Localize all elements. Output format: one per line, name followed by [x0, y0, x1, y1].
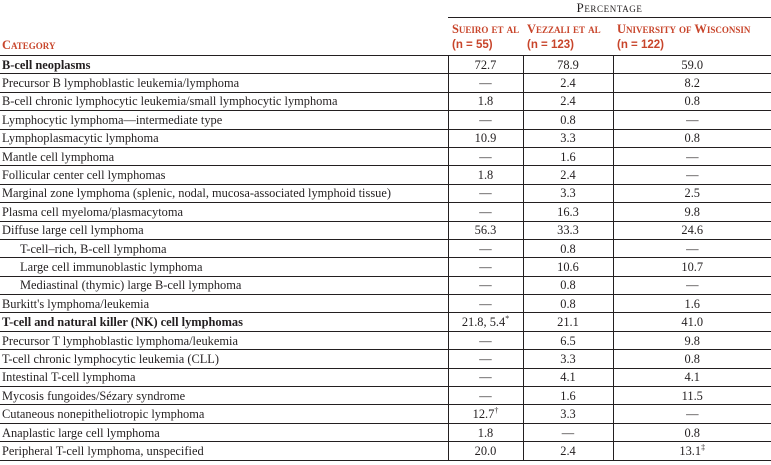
- vezzali-cell: 16.3: [523, 203, 613, 221]
- wisconsin-value: —: [686, 278, 699, 293]
- sueiro-cell: [448, 166, 523, 184]
- table-row: [0, 184, 771, 202]
- wisconsin-value: —: [686, 168, 699, 183]
- wisconsin-cell: [613, 221, 771, 239]
- vezzali-cell: 0.8: [523, 239, 613, 257]
- category-cell: B-cell chronic lymphocytic leukemia/small lymphocytic lymphoma: [0, 92, 448, 110]
- table-row: [0, 221, 771, 239]
- sueiro-value: —: [479, 388, 492, 403]
- wisconsin-cell: [613, 129, 771, 147]
- vezzali-cell: 2.4: [523, 92, 613, 110]
- header-spacer: [0, 0, 448, 18]
- wisconsin-value: —: [686, 407, 699, 422]
- vezzali-cell: 33.3: [523, 221, 613, 239]
- sueiro-footnote-mark: *: [505, 314, 510, 324]
- sueiro-cell: [448, 313, 523, 331]
- sueiro-cell: [448, 295, 523, 313]
- category-cell: Large cell immunoblastic lymphoma: [0, 258, 448, 276]
- category-cell: Cutaneous nonepitheliotropic lymphoma: [0, 405, 448, 423]
- wisconsin-value: 9.8: [684, 333, 700, 348]
- category-cell: Mediastinal (thymic) large B-cell lymphoma: [0, 276, 448, 294]
- category-header: Category: [0, 18, 448, 56]
- vezzali-cell: 0.8: [523, 295, 613, 313]
- vezzali-cell: 3.3: [523, 129, 613, 147]
- sueiro-value: 1.8: [477, 168, 494, 183]
- category-cell: B-cell neoplasms: [0, 56, 448, 74]
- vezzali-cell: 3.3: [523, 350, 613, 368]
- vezzali-cell: 1.6: [523, 387, 613, 405]
- wisconsin-value: 0.8: [684, 425, 700, 440]
- column-header-vezzali-name: Vezzali et al: [527, 22, 601, 36]
- wisconsin-footnote-mark: ‡: [701, 442, 706, 452]
- wisconsin-value: 1.6: [684, 296, 700, 311]
- wisconsin-value: 59.0: [681, 57, 704, 72]
- wisconsin-cell: [613, 423, 771, 441]
- table-row: [0, 129, 771, 147]
- sueiro-value: —: [479, 186, 492, 201]
- column-header-vezzali: [523, 18, 613, 56]
- wisconsin-cell: [613, 442, 771, 460]
- sueiro-value: —: [479, 351, 492, 366]
- percentage-header-cell: [448, 0, 771, 18]
- table-row: [0, 313, 771, 331]
- wisconsin-cell: [613, 92, 771, 110]
- sueiro-value: —: [479, 241, 492, 256]
- sueiro-cell: [448, 129, 523, 147]
- table-row: [0, 442, 771, 460]
- vezzali-cell: 78.9: [523, 56, 613, 74]
- sueiro-value: —: [479, 149, 492, 164]
- vezzali-cell: 2.4: [523, 442, 613, 460]
- vezzali-cell: 0.8: [523, 276, 613, 294]
- sueiro-value: 56.3: [474, 223, 497, 238]
- table-row: [0, 239, 771, 257]
- category-cell: Mycosis fungoides/Sézary syndrome: [0, 387, 448, 405]
- sueiro-value: —: [479, 278, 492, 293]
- table-row: [0, 166, 771, 184]
- table-row: [0, 276, 771, 294]
- sueiro-cell: [448, 387, 523, 405]
- category-cell: T-cell–rich, B-cell lymphoma: [0, 239, 448, 257]
- category-cell: Follicular center cell lymphomas: [0, 166, 448, 184]
- wisconsin-cell: [613, 111, 771, 129]
- vezzali-cell: 21.1: [523, 313, 613, 331]
- category-cell: Anaplastic large cell lymphoma: [0, 423, 448, 441]
- vezzali-cell: —: [523, 423, 613, 441]
- sueiro-cell: [448, 203, 523, 221]
- wisconsin-cell: [613, 405, 771, 423]
- category-cell: T-cell and natural killer (NK) cell lymphomas: [0, 313, 448, 331]
- column-header-wisconsin-name: University of Wisconsin: [617, 22, 751, 36]
- wisconsin-value: —: [686, 112, 699, 127]
- sueiro-cell: [448, 92, 523, 110]
- sueiro-value: 1.8: [477, 425, 494, 440]
- sueiro-cell: [448, 350, 523, 368]
- wisconsin-cell: [613, 239, 771, 257]
- sueiro-cell: [448, 368, 523, 386]
- category-cell: Mantle cell lymphoma: [0, 147, 448, 165]
- sueiro-value: —: [479, 112, 492, 127]
- wisconsin-value: 41.0: [681, 315, 704, 330]
- wisconsin-value: 9.8: [684, 204, 700, 219]
- column-header-vezzali-n: (n = 123): [527, 39, 574, 51]
- sueiro-footnote-mark: †: [494, 405, 499, 415]
- vezzali-cell: 3.3: [523, 184, 613, 202]
- category-cell: Burkitt's lymphoma/leukemia: [0, 295, 448, 313]
- category-cell: Peripheral T-cell lymphoma, unspecified: [0, 442, 448, 460]
- wisconsin-cell: [613, 203, 771, 221]
- table-row: [0, 111, 771, 129]
- wisconsin-cell: [613, 184, 771, 202]
- wisconsin-value: 4.1: [684, 370, 700, 385]
- vezzali-cell: 4.1: [523, 368, 613, 386]
- table-row: [0, 295, 771, 313]
- header-column-row: [0, 18, 771, 56]
- wisconsin-value: 0.8: [684, 351, 700, 366]
- wisconsin-value: —: [686, 241, 699, 256]
- wisconsin-cell: [613, 387, 771, 405]
- sueiro-value: —: [479, 204, 492, 219]
- category-cell: Precursor B lymphoblastic leukemia/lymphoma: [0, 74, 448, 92]
- vezzali-cell: 2.4: [523, 74, 613, 92]
- table-row: [0, 147, 771, 165]
- wisconsin-value: 11.5: [681, 388, 703, 403]
- vezzali-cell: 2.4: [523, 166, 613, 184]
- category-cell: Marginal zone lymphoma (splenic, nodal, mucosa-associated lymphoid tissue): [0, 184, 448, 202]
- wisconsin-value: 10.7: [681, 259, 704, 274]
- sueiro-cell: [448, 111, 523, 129]
- category-cell: Lymphoplasmacytic lymphoma: [0, 129, 448, 147]
- sueiro-cell: [448, 423, 523, 441]
- table-row: [0, 92, 771, 110]
- percentage-label: Percentage: [448, 0, 771, 18]
- sueiro-value: 21.8, 5.4: [461, 315, 506, 330]
- wisconsin-value: 24.6: [681, 223, 704, 238]
- sueiro-cell: [448, 74, 523, 92]
- wisconsin-value: —: [686, 149, 699, 164]
- table-row: [0, 405, 771, 423]
- category-cell: Intestinal T-cell lymphoma: [0, 368, 448, 386]
- vezzali-cell: 6.5: [523, 331, 613, 349]
- table-row: [0, 203, 771, 221]
- column-header-wisconsin-n: (n = 122): [617, 39, 664, 51]
- sueiro-cell: [448, 239, 523, 257]
- sueiro-value: —: [479, 76, 492, 91]
- column-header-sueiro-name: Sueiro et al: [452, 22, 520, 36]
- sueiro-cell: [448, 442, 523, 460]
- category-cell: Lymphocytic lymphoma—intermediate type: [0, 111, 448, 129]
- category-cell: Diffuse large cell lymphoma: [0, 221, 448, 239]
- category-cell: Plasma cell myeloma/plasmacytoma: [0, 203, 448, 221]
- sueiro-cell: [448, 147, 523, 165]
- category-cell: T-cell chronic lymphocytic leukemia (CLL): [0, 350, 448, 368]
- table-row: [0, 56, 771, 74]
- sueiro-value: —: [479, 296, 492, 311]
- wisconsin-cell: [613, 166, 771, 184]
- column-header-sueiro-n: (n = 55): [452, 39, 493, 51]
- table-body: [0, 56, 771, 461]
- sueiro-value: 12.7: [472, 407, 495, 422]
- wisconsin-value: 13.1: [679, 443, 702, 458]
- wisconsin-cell: [613, 258, 771, 276]
- table-row: [0, 350, 771, 368]
- sueiro-cell: [448, 331, 523, 349]
- sueiro-cell: [448, 405, 523, 423]
- vezzali-cell: 0.8: [523, 111, 613, 129]
- column-header-wisconsin: [613, 18, 771, 56]
- wisconsin-cell: [613, 276, 771, 294]
- sueiro-cell: [448, 276, 523, 294]
- category-cell: Precursor T lymphoblastic lymphoma/leukemia: [0, 331, 448, 349]
- sueiro-cell: [448, 184, 523, 202]
- wisconsin-cell: [613, 74, 771, 92]
- wisconsin-cell: [613, 350, 771, 368]
- wisconsin-cell: [613, 56, 771, 74]
- sueiro-value: —: [479, 333, 492, 348]
- table-row: [0, 258, 771, 276]
- wisconsin-value: 8.2: [684, 76, 700, 91]
- table-row: [0, 368, 771, 386]
- vezzali-cell: 1.6: [523, 147, 613, 165]
- wisconsin-cell: [613, 331, 771, 349]
- table-row: [0, 74, 771, 92]
- sueiro-value: —: [479, 259, 492, 274]
- table-row: [0, 423, 771, 441]
- wisconsin-value: 0.8: [684, 94, 700, 109]
- table-row: [0, 331, 771, 349]
- sueiro-cell: [448, 221, 523, 239]
- sueiro-value: 20.0: [474, 443, 497, 458]
- wisconsin-cell: [613, 147, 771, 165]
- vezzali-cell: 10.6: [523, 258, 613, 276]
- wisconsin-cell: [613, 295, 771, 313]
- sueiro-value: 10.9: [474, 131, 497, 146]
- header-top-row: [0, 0, 771, 18]
- sueiro-cell: [448, 56, 523, 74]
- wisconsin-cell: [613, 368, 771, 386]
- sueiro-value: 1.8: [477, 94, 494, 109]
- sueiro-value: 72.7: [474, 57, 497, 72]
- sueiro-cell: [448, 258, 523, 276]
- vezzali-cell: 3.3: [523, 405, 613, 423]
- wisconsin-cell: [613, 313, 771, 331]
- column-header-sueiro: [448, 18, 523, 56]
- wisconsin-value: 2.5: [684, 186, 700, 201]
- wisconsin-value: 0.8: [684, 131, 700, 146]
- sueiro-value: —: [479, 370, 492, 385]
- table-row: [0, 387, 771, 405]
